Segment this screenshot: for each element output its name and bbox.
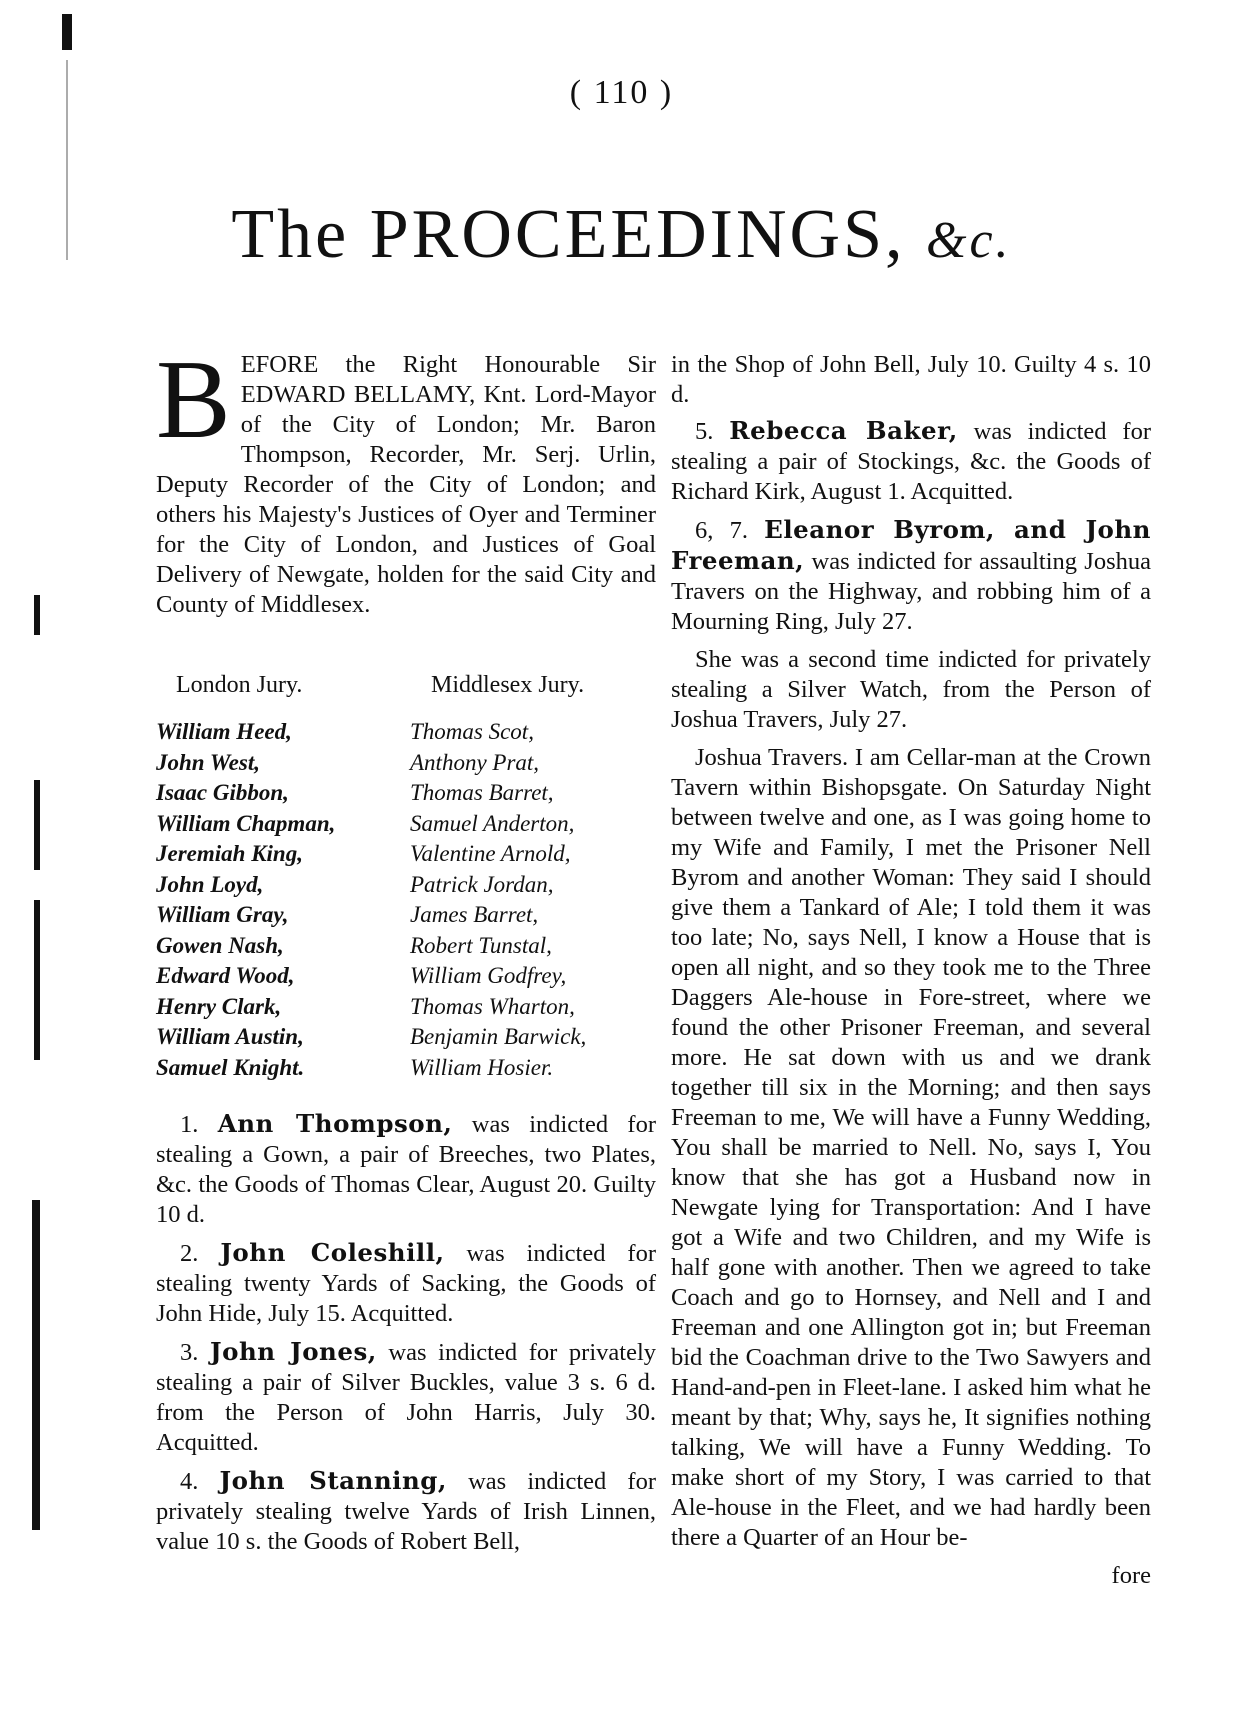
catchword: fore xyxy=(1111,1562,1151,1589)
juror-name: Isaac Gibbon, xyxy=(156,780,289,805)
page-number: ( 110 ) xyxy=(569,74,674,111)
juror-name: Samuel Knight. xyxy=(156,1054,305,1080)
juror-name: William Austin, xyxy=(156,1024,304,1049)
drop-cap: B xyxy=(156,338,231,462)
juror-name: William Heed, xyxy=(156,719,292,744)
juror-name: Henry Clark, xyxy=(156,993,282,1019)
case-entry xyxy=(671,416,1151,507)
juror-name: Thomas Wharton, xyxy=(410,993,575,1019)
juror-name: John West, xyxy=(156,749,260,775)
defendant-name: Eleanor Byrom, and John Freeman, xyxy=(671,515,1151,575)
title-suffix: &c. xyxy=(926,212,1012,269)
london-jury-list xyxy=(156,717,402,1083)
page-title xyxy=(0,195,1243,275)
juror-name: Valentine Arnold, xyxy=(410,841,571,866)
case-number: 6, 7. xyxy=(695,517,748,544)
case-text: was indicted for assaulting Joshua Travers on the Highway, and robbing him of a Mourning Ring, July 27. xyxy=(671,548,1151,635)
middlesex-jury-list xyxy=(402,717,656,1083)
intro-text: EFORE the Right Honourable Sir EDWARD BELLAMY, Knt. Lord-Mayor of the City of London; Mr. Baron Thompson, Recorder, Mr. Serj. Urlin, Deputy Recorder of the City of London; and others his Majesty's Justices of Oyer and Terminer for the City of London, and Justices of Goal Delivery of Newgate, holden for the said City and County of Middlesex. xyxy=(156,351,656,618)
juror-name: Samuel Anderton, xyxy=(410,810,575,836)
case-text: was indicted for privately stealing a pair of Silver Buckles, value 3 s. 6 d. from the Person of John Harris, July 30. Acquitted. xyxy=(156,1339,657,1456)
case-entry xyxy=(156,1109,656,1230)
intro-paragraph xyxy=(156,338,656,650)
defendant-name: John Coleshill, xyxy=(220,1238,445,1267)
case-entry xyxy=(156,1337,656,1458)
juror-name: Gowen Nash, xyxy=(156,932,284,958)
juror-name: Thomas Scot, xyxy=(410,719,534,744)
case-number: 1. xyxy=(180,1111,199,1138)
case-number: 3. xyxy=(180,1339,199,1366)
jury-lists xyxy=(156,717,656,1083)
defendant-name: Ann Thompson, xyxy=(217,1109,453,1138)
case-entry xyxy=(156,1466,656,1557)
jury-headings xyxy=(156,672,656,699)
case-number: 5. xyxy=(695,418,714,445)
juror-name: William Godfrey, xyxy=(410,963,567,988)
juror-name: Patrick Jordan, xyxy=(410,871,554,897)
juror-name: Anthony Prat, xyxy=(410,749,540,775)
juror-name: William Hosier. xyxy=(410,1054,554,1080)
case-text: was indicted for privately stealing twelve Yards of Irish Linnen, value 10 s. the Goods of Robert Bell, xyxy=(156,1468,657,1555)
case-number: 2. xyxy=(180,1240,199,1267)
left-column xyxy=(156,338,657,1565)
middlesex-jury-heading: Middlesex Jury. xyxy=(431,672,585,698)
juror-name: Benjamin Barwick, xyxy=(410,1024,587,1049)
case-text: was indicted for stealing a pair of Stockings, &c. the Goods of Richard Kirk, August 1. Acquitted. xyxy=(671,418,1152,505)
witness-testimony: Joshua Travers. I am Cellar-man at the Crown Tavern within Bishopsgate. On Saturday Night between twelve and one, as I was going home to my Wife and Family, I met the Prisoner Nell Byrom and another Woman: They said I should give them a Tankard of Ale; I told them it was too late; No, says Nell, I know a House that is open all night, and so they took me to the Three Daggers Ale-house in Fore-street, where we found the other Prisoner Freeman, and several more. He sat down with us and we drank together till six in the Morning; and then says Freeman to me, We will have a Funny Wedding, You shall be married to Nell. No, says I, You know that she has got a Husband now in Newgate lying for Transportation: And I have got a Wife and two Children, and my Wife is half gone with another. Then we agreed to take Coach and go to Hornsey, and Nell and I and Freeman and one Allington got in; but Freeman bid the Coachman drive to the Two Sawyers and Hand-and-pen in Fleet-lane. I asked him what he meant by that; Why, says he, It signifies nothing talking, We will have a Funny Wedding. To make short of my Story, I was carried to that Ale-house in the Fleet, and we had hardly been there a Quarter of an Hour be- xyxy=(671,744,1151,1551)
juror-name: William Gray, xyxy=(156,902,289,927)
case-entry xyxy=(671,515,1151,637)
juror-name: Thomas Barret, xyxy=(410,780,554,805)
defendant-name: John Jones, xyxy=(210,1337,377,1366)
case-number: 4. xyxy=(180,1468,199,1495)
juror-name: Jeremiah King, xyxy=(156,841,303,866)
juror-name: James Barret, xyxy=(410,902,539,927)
defendant-name: John Stanning, xyxy=(219,1466,447,1495)
defendant-name: Rebecca Baker, xyxy=(729,416,958,445)
case-continuation: in the Shop of John Bell, July 10. Guilty 4 s. 10 d. xyxy=(671,351,1151,408)
london-jury-heading: London Jury. xyxy=(176,672,303,698)
case-text: was indicted for stealing a Gown, a pair of Breeches, two Plates, &c. the Goods of Thomas Clear, August 20. Guilty 10 d. xyxy=(156,1111,656,1228)
right-column xyxy=(671,350,1151,1591)
case-entry xyxy=(156,1238,656,1329)
juror-name: Robert Tunstal, xyxy=(410,932,552,958)
case-list xyxy=(156,1109,656,1557)
juror-name: Edward Wood, xyxy=(156,963,295,988)
title-text: The PROCEEDINGS, xyxy=(231,196,906,273)
juror-name: William Chapman, xyxy=(156,810,336,836)
case-text: was indicted for stealing twenty Yards of Sacking, the Goods of John Hide, July 15. Acquitted. xyxy=(156,1240,656,1327)
juror-name: John Loyd, xyxy=(156,871,264,897)
second-indictment: She was a second time indicted for privately stealing a Silver Watch, from the Person of Joshua Travers, July 27. xyxy=(671,646,1151,733)
